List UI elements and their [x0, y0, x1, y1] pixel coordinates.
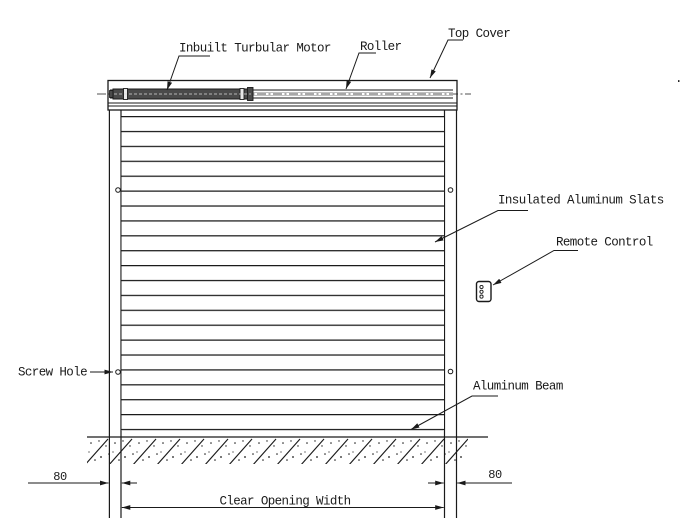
dimension-clear-opening — [122, 495, 444, 509]
screw-hole-top-left — [116, 188, 121, 193]
roller-label: Roller — [360, 40, 402, 54]
screw-hole-bottom-left — [116, 370, 121, 375]
dim-left-80-value: 80 — [53, 470, 67, 484]
leader-remote — [493, 251, 578, 286]
callout-inbuilt-motor — [167, 42, 331, 91]
tubular-motor — [110, 88, 254, 101]
top-cover-label: Top Cover — [448, 27, 511, 41]
dim-clear-opening-label: Clear Opening Width — [219, 494, 351, 509]
stray-mark: . — [675, 72, 682, 86]
leader-motor — [167, 56, 210, 90]
remote-control-device — [477, 282, 492, 302]
dimension-right-80 — [428, 468, 512, 483]
slats-label: Insulated Aluminum Slats — [498, 193, 664, 208]
leader-roller — [346, 53, 376, 89]
remote-label: Remote Control — [556, 235, 653, 250]
dim-right-80-value: 80 — [488, 468, 502, 482]
remote-body — [477, 282, 492, 302]
callout-screw-hole — [18, 366, 113, 380]
screw-hole-bottom-right — [448, 369, 453, 374]
screw-hole-label: Screw Hole — [18, 365, 88, 380]
motor-left-cap — [110, 91, 114, 98]
screw-hole-top-right — [448, 188, 453, 193]
callout-top-cover — [430, 27, 510, 78]
leader-slats — [435, 211, 528, 243]
ground-hatch — [87, 438, 468, 465]
leader-top-cover — [430, 40, 463, 78]
callout-remote-control — [493, 236, 653, 286]
motor-label: Inbuilt Turbular Motor — [179, 41, 331, 56]
slat-curtain — [122, 116, 445, 431]
beam-label: Aluminum Beam — [473, 379, 563, 394]
top-cover-assembly — [97, 81, 471, 111]
ground — [87, 437, 488, 464]
callout-roller — [346, 40, 402, 89]
